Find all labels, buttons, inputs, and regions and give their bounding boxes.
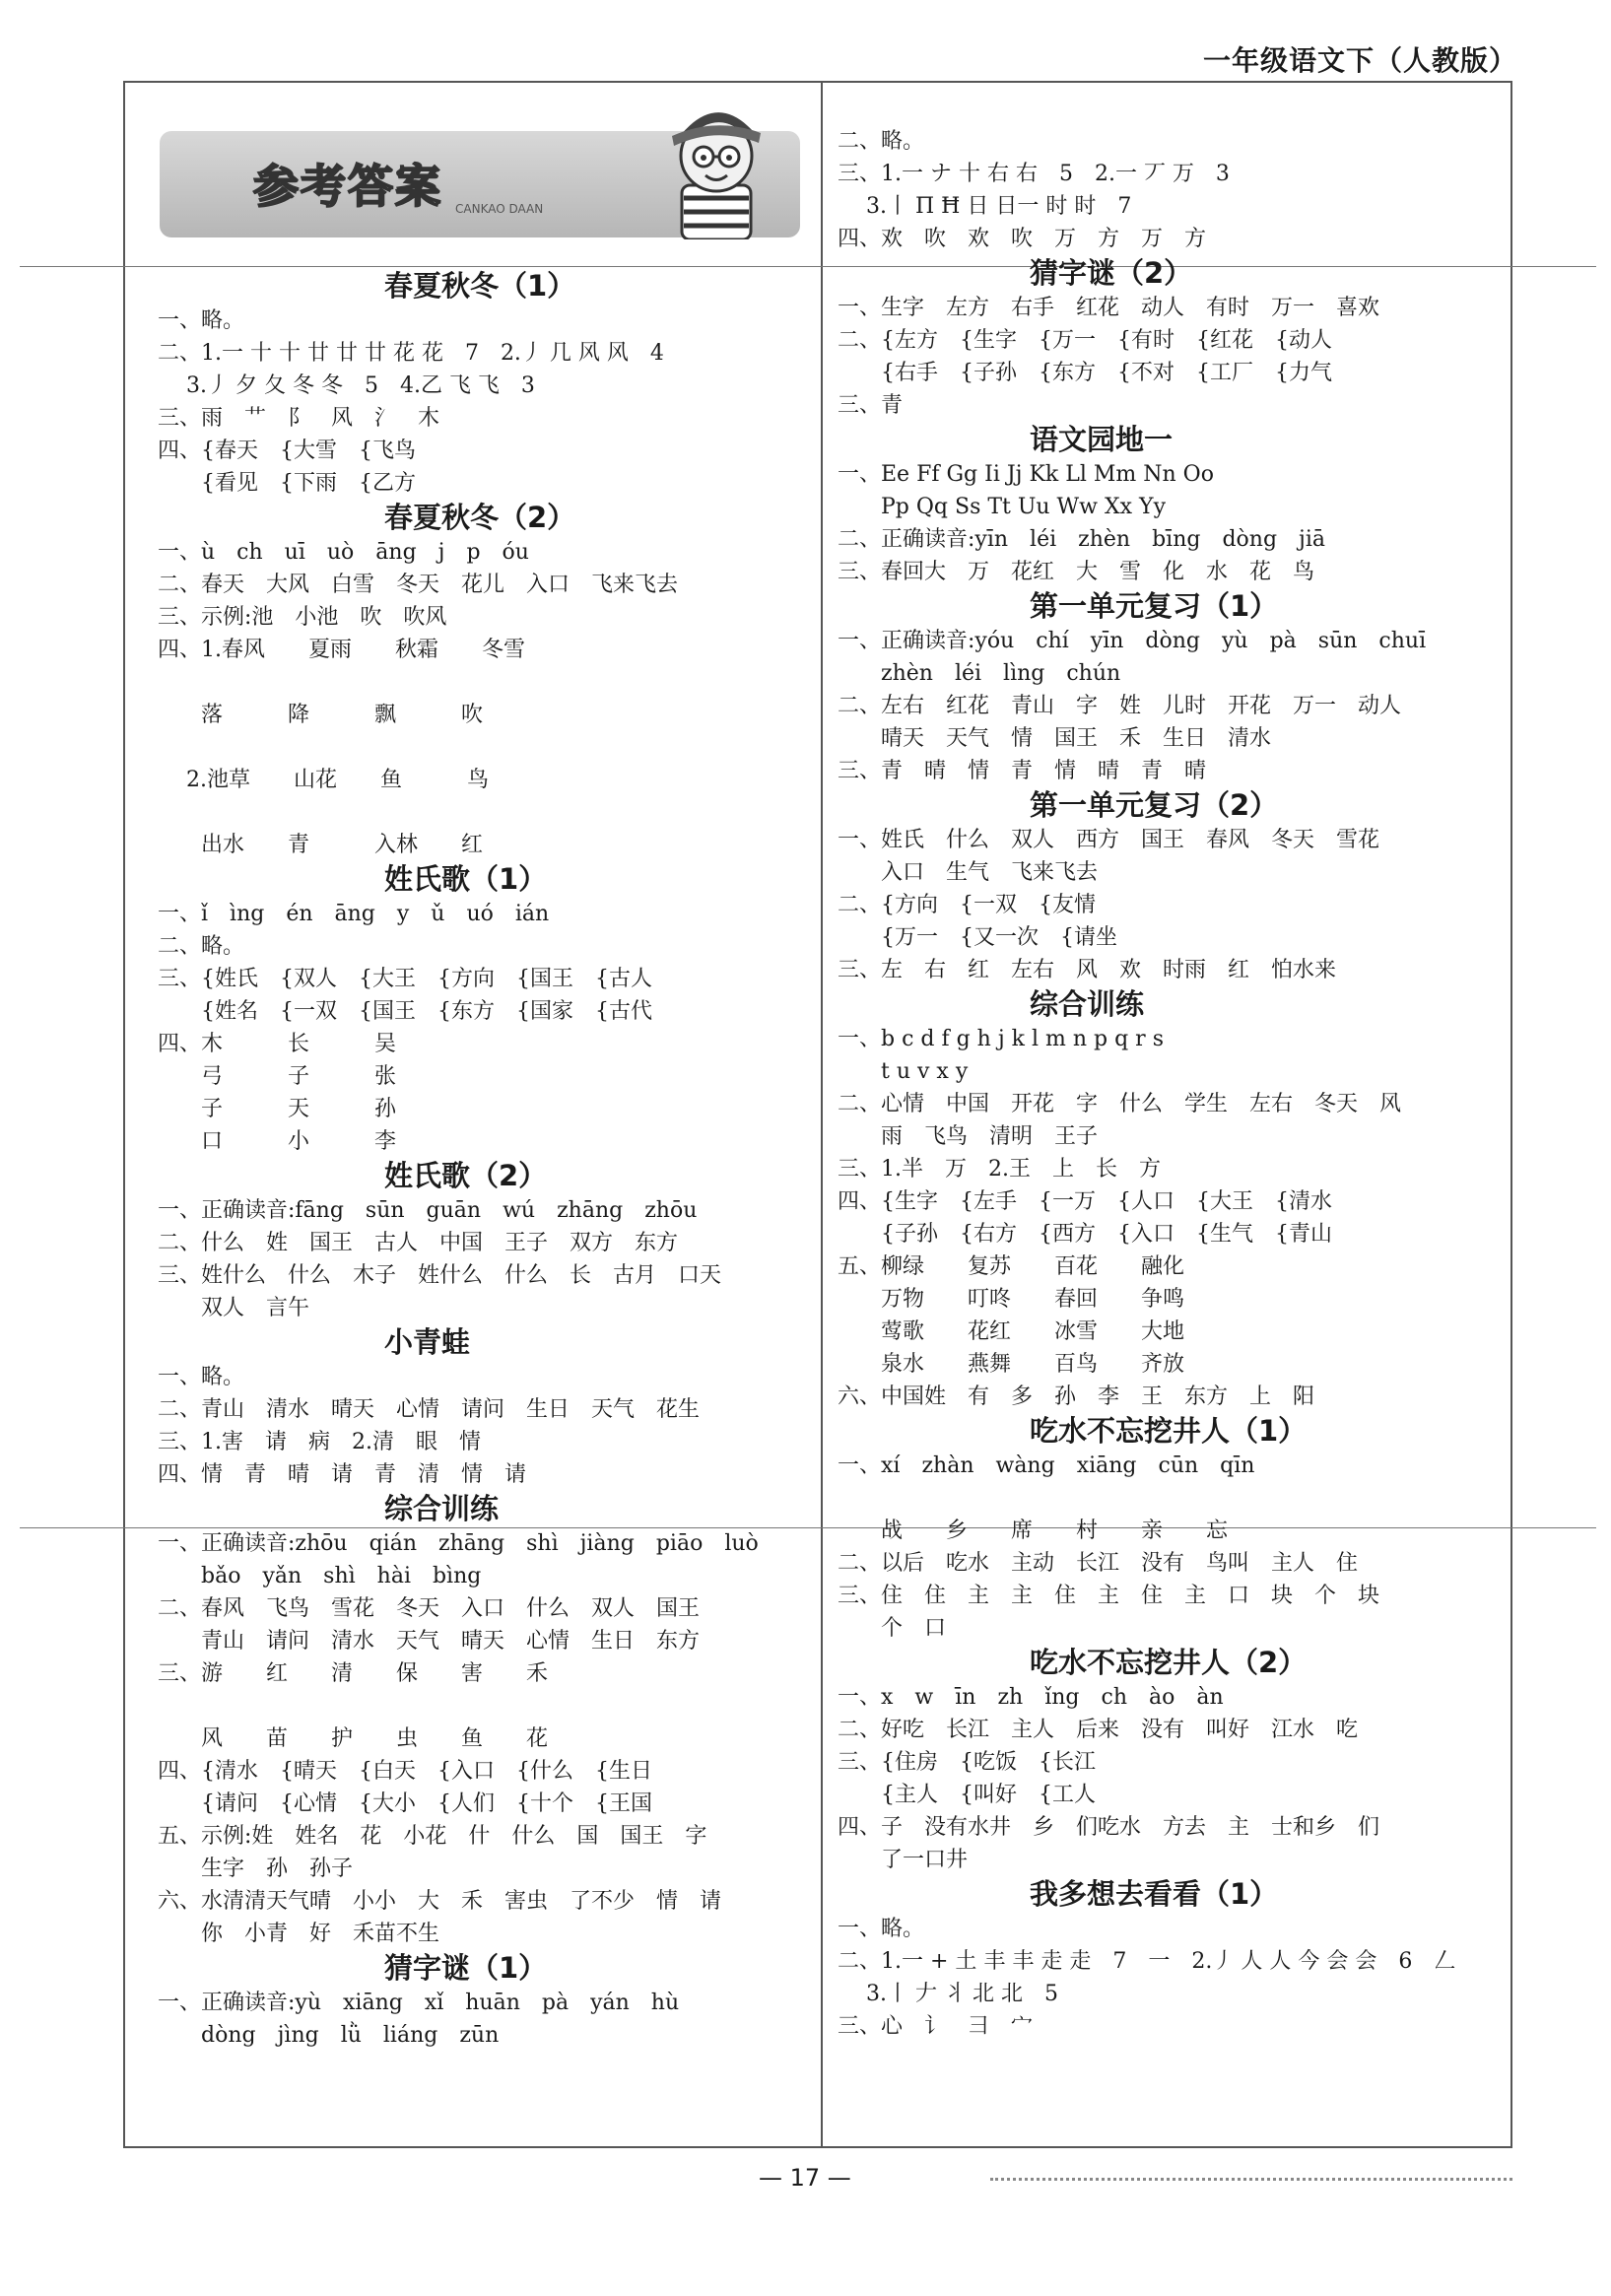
answer-line: 六、中国姓 有 多 孙 李 王 东方 上 阳	[838, 1384, 1315, 1409]
answer-line: 二、略。	[838, 129, 925, 154]
answer-line: 四、{生字 {左手 {一万 {人口 {大王 {清水	[838, 1189, 1332, 1214]
answer-line: 一、略。	[158, 308, 245, 333]
answer-line: 了一口井	[838, 1848, 969, 1872]
section-heading: 姓氏歌（2）	[384, 1159, 548, 1192]
right-answer-column	[838, 125, 1488, 2043]
answer-line: 六、水清清天气晴 小小 大 禾 害虫 了不少 情 请	[158, 1889, 722, 1914]
answer-line: 四、情 青 晴 请 青 清 情 请	[158, 1462, 527, 1487]
section-heading: 春夏秋冬（1）	[384, 269, 576, 303]
answer-line: 莺歌 花红 冰雪 大地	[838, 1319, 1185, 1344]
answer-line: bǎo yǎn shì hài bìng	[158, 1564, 482, 1588]
answer-line: 二、略。	[158, 934, 245, 959]
answer-line: 三、心 讠 彐 宀	[838, 2014, 1034, 2039]
answer-line: 三、示例:池 小池 吹 吹风	[158, 605, 447, 630]
answer-line: 二、{方向 {一双 {友情	[838, 893, 1096, 917]
answer-line: 四、木 长 吴	[158, 1032, 397, 1056]
answer-line: 二、1.一 + 土 丰 丰 走 走 7 一 2.丿 人 人 今 会 会 6 𠃋	[838, 1949, 1456, 1974]
section-heading: 综合训练	[384, 1492, 500, 1525]
section-heading: 第一单元复习（2）	[1030, 788, 1279, 822]
section-heading: 猜字谜（1）	[384, 1951, 548, 1985]
answer-line: {右手 {子孙 {东方 {不对 {工厂 {力气	[838, 361, 1332, 385]
section-heading: 我多想去看看（1）	[1030, 1877, 1279, 1911]
answer-line: dòng jìng lǜ liáng zūn	[158, 2023, 500, 2048]
answer-line: 青山 请问 清水 天气 晴天 心情 生日 东方	[158, 1629, 701, 1654]
answer-line: 晴天 天气 情 国王 禾 生日 清水	[838, 726, 1272, 751]
answer-line: 落 降 飘 吹	[158, 703, 484, 727]
answer-line	[158, 666, 808, 699]
section-heading: 综合训练	[1030, 987, 1145, 1021]
answer-line: zhèn léi lìng chún	[838, 661, 1121, 686]
answer-line: 风 苗 护 虫 鱼 花	[158, 1726, 549, 1751]
answer-line: {看见 {下雨 {乙方	[158, 471, 416, 496]
answer-banner	[160, 131, 800, 237]
answer-line: 一、ù ch uī uò āng j p óu	[158, 540, 529, 565]
section-heading: 姓氏歌（1）	[384, 862, 548, 896]
answer-line: 弓 子 张	[158, 1064, 397, 1089]
answer-line: 三、雨 艹 阝 风 氵 木	[158, 406, 440, 431]
answer-line: 雨 飞鸟 清明 王子	[838, 1124, 1099, 1149]
banner-title: 参考答案	[253, 160, 442, 213]
answer-line: 五、柳绿 复苏 百花 融化	[838, 1254, 1185, 1279]
answer-line: 一、xí zhàn wàng xiāng cūn qīn	[838, 1453, 1255, 1478]
left-answer-column	[158, 268, 808, 2052]
answer-line: {主人 {叫好 {工人	[838, 1783, 1096, 1807]
answer-line: 三、住 住 主 主 住 主 住 主 口 块 个 块	[838, 1584, 1380, 1608]
answer-line: 四、欢 吹 欢 吹 万 方 万 方	[838, 227, 1207, 251]
answer-line: 四、{清水 {晴天 {白天 {入口 {什么 {生日	[158, 1759, 652, 1784]
answer-line: 万物 叮咚 春回 争鸣	[838, 1287, 1185, 1312]
answer-line	[158, 1690, 808, 1722]
answer-line: 一、姓氏 什么 双人 西方 国王 春风 冬天 雪花	[838, 828, 1380, 852]
answer-line: 二、1.一 十 十 廿 廿 廿 花 花 7 2.丿 几 风 风 4	[158, 341, 664, 366]
answer-line: 三、{住房 {吃饭 {长江	[838, 1750, 1096, 1775]
answer-line: 二、以后 吃水 主动 长江 没有 鸟叫 主人 住	[838, 1551, 1359, 1576]
answer-line: 三、1.一 ナ 十 右 右 5 2.一 丆 万 3	[838, 162, 1230, 186]
answer-line: 二、青山 清水 晴天 心情 请问 生日 天气 花生	[158, 1397, 701, 1422]
answer-line	[158, 731, 808, 764]
answer-line: 一、正确读音:zhōu qián zhāng shì jiàng piāo luò	[158, 1531, 759, 1556]
answer-line: 一、正确读音:yóu chí yīn dòng yù pà sūn chuī	[838, 629, 1427, 653]
section-heading: 语文园地一	[1030, 423, 1174, 456]
answer-line: 战 乡 席 村 亲 忘	[838, 1519, 1229, 1543]
answer-line: 三、左 右 红 左右 风 欢 时雨 红 怕水来	[838, 958, 1337, 982]
banner-subtitle: CANKAO DAAN	[455, 202, 544, 216]
answer-line: 三、1.害 请 病 2.清 眼 情	[158, 1430, 481, 1454]
answer-line: 个 口	[838, 1616, 947, 1641]
answer-line: 二、好吃 长江 主人 后来 没有 叫好 江水 吃	[838, 1718, 1359, 1742]
answer-line: 一、x w īn zh ǐng ch ào àn	[838, 1685, 1224, 1710]
answer-line: 2.池草 山花 鱼 鸟	[158, 768, 489, 792]
answer-line: 一、略。	[838, 1917, 925, 1941]
answer-line: 三、青 晴 情 青 情 晴 青 晴	[838, 759, 1207, 783]
answer-line: 五、示例:姓 姓名 花 小花 什 什么 国 国王 字	[158, 1824, 707, 1849]
answer-line: 一、正确读音:yù xiāng xǐ huān pà yán hù	[158, 1991, 680, 2015]
answer-line: 三、春回大 万 花红 大 雪 化 水 花 鸟	[838, 560, 1315, 584]
answer-line: 四、1.春风 夏雨 秋霜 冬雪	[158, 638, 525, 662]
answer-line: 一、ǐ ìng én āng y ǔ uó ián	[158, 902, 550, 926]
answer-line: {万一 {又一次 {请坐	[838, 925, 1117, 950]
answer-line: 二、春天 大风 白雪 冬天 花儿 入口 飞来飞去	[158, 573, 679, 597]
column-divider	[821, 81, 823, 2148]
answer-line: 三、{姓氏 {双人 {大王 {方向 {国王 {古人	[158, 967, 652, 991]
answer-line: 3.丨 𠂇 丬 北 北 5	[838, 1982, 1058, 2006]
answer-line: 一、b c d f g h j k l m n p q r s	[838, 1027, 1164, 1051]
answer-line: 二、心情 中国 开花 字 什么 学生 左右 冬天 风	[838, 1092, 1402, 1116]
section-heading: 小青蛙	[384, 1325, 471, 1359]
section-heading: 春夏秋冬（2）	[384, 501, 576, 534]
answer-line: 口 小 李	[158, 1129, 397, 1154]
answer-line: t u v x y	[838, 1059, 969, 1084]
answer-line: 入口 生气 飞来飞去	[838, 860, 1099, 885]
answer-line: 三、姓什么 什么 木子 姓什么 什么 长 古月 口天	[158, 1263, 722, 1288]
answer-line: 四、{春天 {大雪 {飞鸟	[158, 439, 416, 463]
boy-mascot-icon	[642, 92, 790, 239]
answer-line: 二、春风 飞鸟 雪花 冬天 入口 什么 双人 国王	[158, 1596, 701, 1621]
answer-line: 生字 孙 孙子	[158, 1857, 354, 1881]
answer-line: {子孙 {右方 {西方 {入口 {生气 {青山	[838, 1222, 1332, 1247]
answer-line: 二、正确读音:yīn léi zhèn bīng dòng jiā	[838, 527, 1326, 552]
page-header-title: 一年级语文下（人教版）	[1202, 44, 1517, 77]
answer-line: 二、左右 红花 青山 字 姓 儿时 开花 万一 动人	[838, 694, 1402, 718]
footer-dotted-rule	[990, 2178, 1512, 2181]
answer-line: 二、{左方 {生字 {万一 {有时 {红花 {动人	[838, 328, 1332, 353]
answer-line: 出水 青 入林 红	[158, 833, 484, 857]
answer-line: {请问 {心情 {大小 {人们 {十个 {王国	[158, 1791, 652, 1816]
answer-line: 3.丨 П Ħ 日 日一 时 时 7	[838, 194, 1132, 219]
answer-line: 三、游 红 清 保 害 禾	[158, 1661, 549, 1686]
section-heading: 吃水不忘挖井人（2）	[1030, 1646, 1308, 1679]
answer-line: 双人 言午	[158, 1296, 310, 1320]
page-number: — 17 —	[759, 2164, 851, 2192]
section-heading: 吃水不忘挖井人（1）	[1030, 1414, 1308, 1448]
answer-line: 一、Ee Ff Gg Ii Jj Kk Ll Mm Nn Oo	[838, 462, 1214, 487]
answer-line: 一、略。	[158, 1365, 245, 1389]
answer-line: 三、青	[838, 393, 904, 418]
answer-line: 三、1.半 万 2.王 上 长 方	[838, 1157, 1161, 1182]
section-heading: 猜字谜（2）	[1030, 256, 1193, 290]
answer-line	[838, 1482, 1488, 1515]
answer-line: {姓名 {一双 {国王 {东方 {国家 {古代	[158, 999, 652, 1024]
answer-line: 二、什么 姓 国王 古人 中国 王子 双方 东方	[158, 1231, 679, 1255]
section-heading: 第一单元复习（1）	[1030, 589, 1279, 623]
answer-line: 子 天 孙	[158, 1097, 397, 1121]
answer-line	[158, 796, 808, 829]
answer-line: 你 小青 好 禾苗不生	[158, 1922, 440, 1946]
answer-line: 一、正确读音:fāng sūn guān wú zhāng zhōu	[158, 1198, 698, 1223]
answer-line: Pp Qq Ss Tt Uu Ww Xx Yy	[838, 495, 1167, 519]
answer-line: 泉水 燕舞 百鸟 齐放	[838, 1352, 1185, 1377]
answer-line: 四、子 没有水井 乡 们吃水 方去 主 士和乡 们	[838, 1815, 1380, 1840]
answer-line: 一、生字 左方 右手 红花 动人 有时 万一 喜欢	[838, 296, 1380, 320]
answer-line: 3.丿 夕 夂 冬 冬 5 4.乙 飞 飞 3	[158, 373, 535, 398]
